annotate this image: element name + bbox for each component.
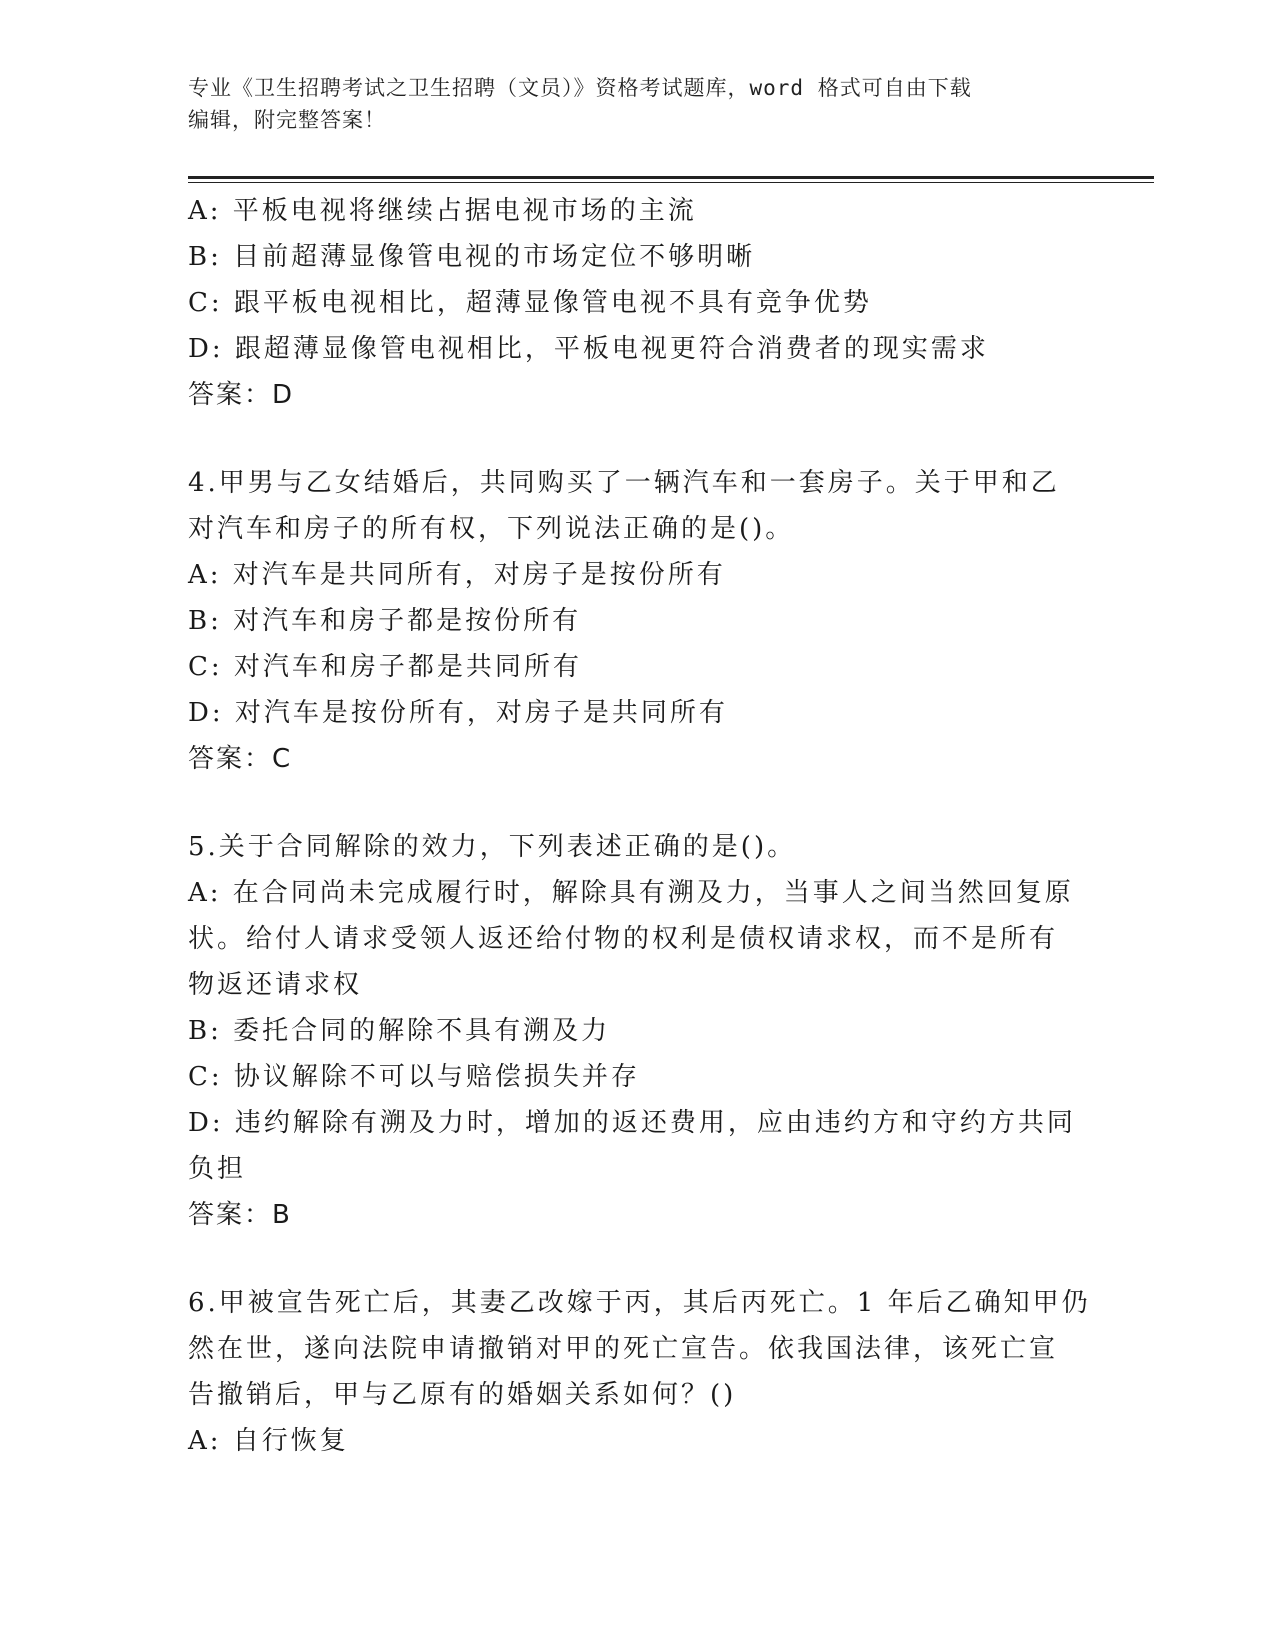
option-d: D: 违约解除有溯及力时，增加的返还费用，应由违约方和守约方共同	[188, 1108, 1076, 1138]
question-6	[188, 1280, 1091, 1464]
header-line-1: 专业《卫生招聘考试之卫生招聘（文员）》资格考试题库，word 格式可自由下载	[188, 76, 972, 100]
question-stem-line: 5.关于合同解除的效力，下列表述正确的是()。	[188, 832, 797, 862]
option-d: D: 对汽车是按份所有，对房子是共同所有	[188, 698, 728, 728]
header-divider-thin	[188, 182, 1154, 183]
question-stem-line: 4.甲男与乙女结婚后，共同购买了一辆汽车和一套房子。关于甲和乙	[188, 468, 1060, 498]
document-header	[188, 72, 1088, 136]
question-stem-line: 对汽车和房子的所有权，下列说法正确的是()。	[188, 514, 795, 544]
question-stem-line: 告撤销后，甲与乙原有的婚姻关系如何？()	[188, 1380, 737, 1410]
answer-text: 答案：C	[188, 744, 293, 774]
option-a-continued: 物返还请求权	[188, 970, 363, 1000]
question-4	[188, 460, 1088, 782]
spacer	[188, 1238, 1088, 1280]
header-divider-thick	[188, 176, 1154, 179]
option-c: C: 对汽车和房子都是共同所有	[188, 652, 582, 682]
option-b: B: 委托合同的解除不具有溯及力	[188, 1016, 611, 1046]
spacer	[188, 782, 1088, 824]
question-stem-line: 6.甲被宣告死亡后，其妻乙改嫁于丙，其后丙死亡。1 年后乙确知甲仍	[188, 1288, 1091, 1318]
answer-text: 答案：B	[188, 1200, 292, 1230]
option-a: A: 平板电视将继续占据电视市场的主流	[188, 196, 697, 226]
spacer	[188, 418, 1088, 460]
header-line-2: 编辑，附完整答案！	[188, 108, 386, 132]
question-content	[188, 188, 1091, 1464]
question-5	[188, 824, 1088, 1238]
question-stem-line: 然在世，遂向法院申请撤销对甲的死亡宣告。依我国法律，该死亡宣	[188, 1334, 1059, 1364]
option-c: C: 协议解除不可以与赔偿损失并存	[188, 1062, 640, 1092]
option-a-continued: 状。给付人请求受领人返还给付物的权利是债权请求权，而不是所有	[188, 924, 1059, 954]
option-a: A: 在合同尚未完成履行时，解除具有溯及力，当事人之间当然回复原	[188, 878, 1074, 908]
option-a: A: 自行恢复	[188, 1426, 349, 1456]
answer-text: 答案：D	[188, 380, 295, 410]
option-d: D: 跟超薄显像管电视相比，平板电视更符合消费者的现实需求	[188, 334, 989, 364]
option-b: B: 目前超薄显像管电视的市场定位不够明晰	[188, 242, 756, 272]
option-b: B: 对汽车和房子都是按份所有	[188, 606, 582, 636]
option-a: A: 对汽车是共同所有，对房子是按份所有	[188, 560, 726, 590]
question-3	[188, 188, 1088, 418]
option-c: C: 跟平板电视相比，超薄显像管电视不具有竞争优势	[188, 288, 872, 318]
option-d-continued: 负担	[188, 1154, 247, 1184]
